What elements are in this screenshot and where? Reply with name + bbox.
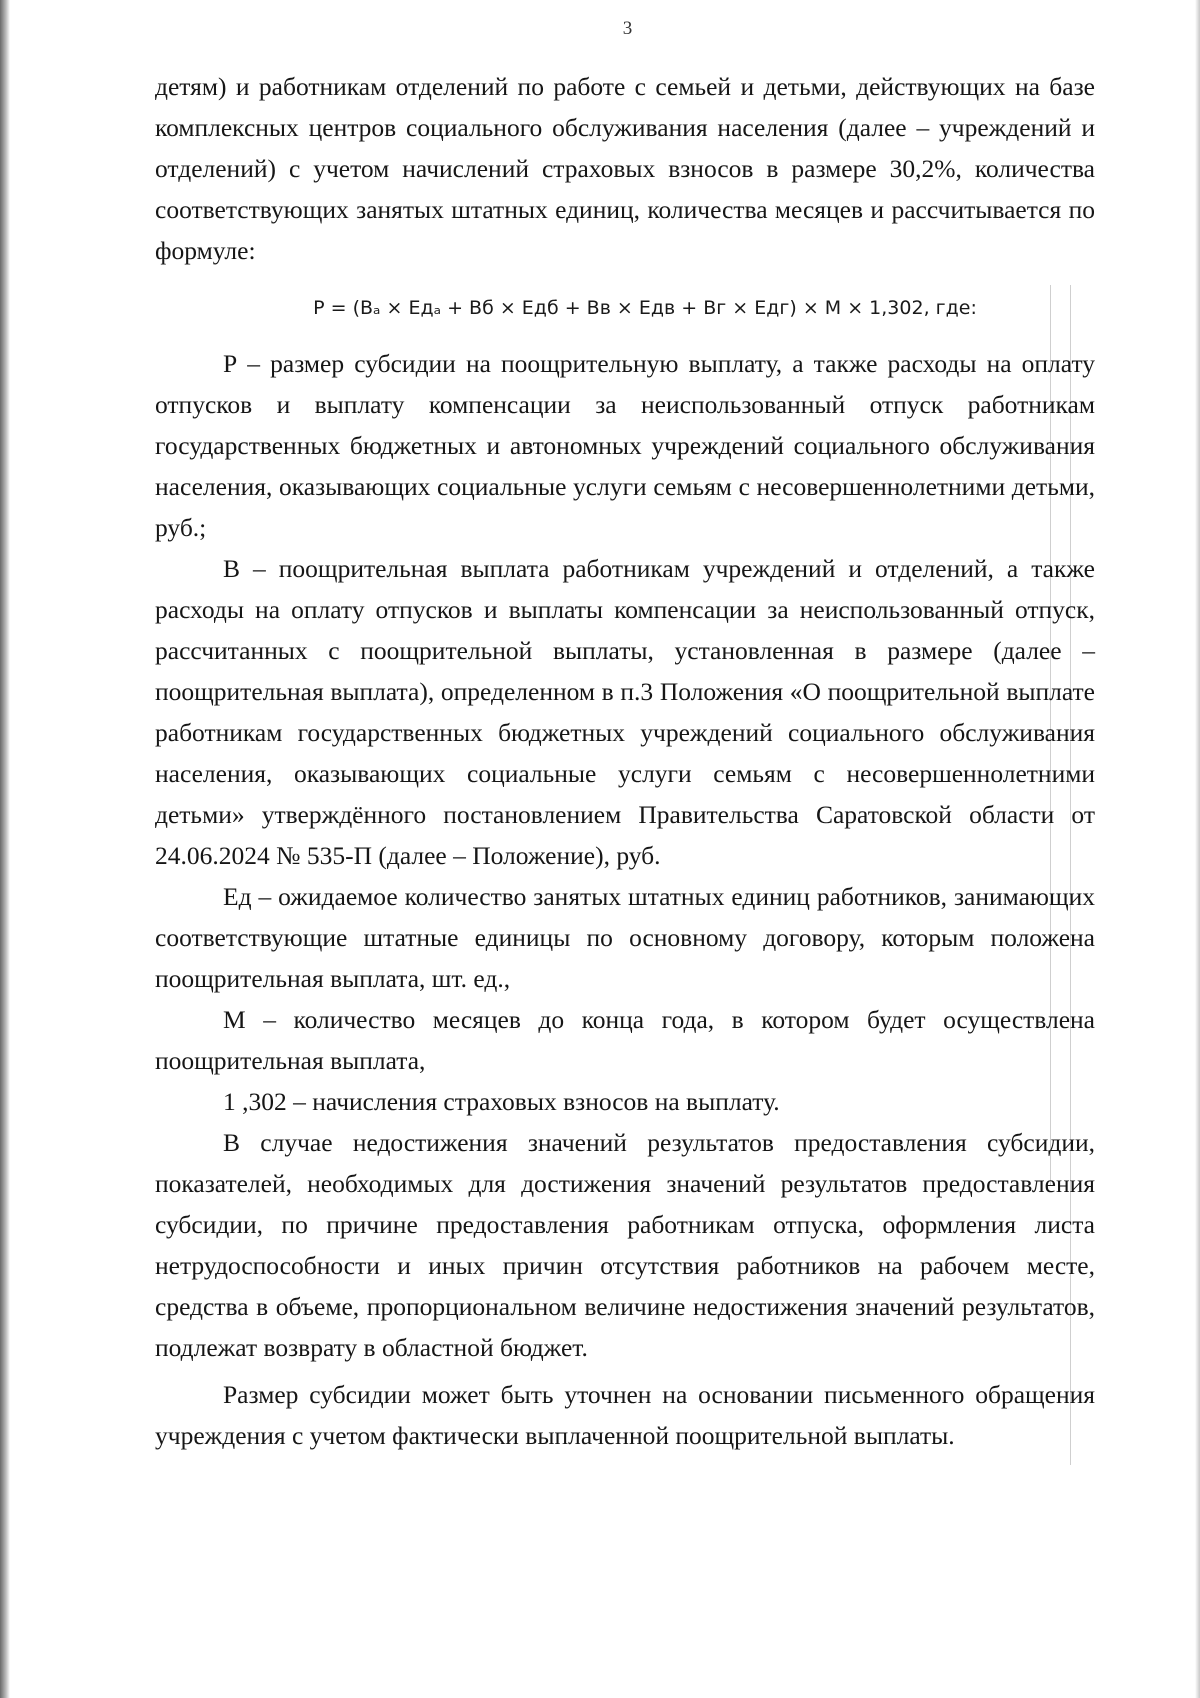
definition-coefficient: 1 ,302 – начисления страховых взносов на выплату. bbox=[223, 1087, 780, 1116]
intro-paragraph: детям) и работникам отделений по работе с семьей и детьми, действующих на базе комплексных центров социального обслуживания населения (далее – учреждений и отделений) с учетом начислений страховых взносов в размере 30,2%, количества соответствующих занятых штатных единиц, количества месяцев и рассчитывается по формуле: bbox=[155, 72, 1095, 265]
scan-edge-left bbox=[0, 0, 10, 1698]
clarification-paragraph: Размер субсидии может быть уточнен на основании письменного обращения учреждения с учетом фактически выплаченной поощрительной выплаты. bbox=[155, 1380, 1095, 1450]
definition-ed: Ед – ожидаемое количество занятых штатных единиц работников, занимающих соответствующие штатные единицы по основному договору, которым положена поощрительная выплата, шт. ед., bbox=[155, 882, 1095, 993]
definition-m: М – количество месяцев до конца года, в котором будет осуществлена поощрительная выплата, bbox=[155, 1005, 1095, 1075]
definition-v: В – поощрительная выплата работникам учреждений и отделений, а также расходы на оплату отпусков и выплаты компенсации за неиспользованный отпуск, рассчитанных с поощрительной выплаты, установленная в размере (далее – поощрительная выплата), определенном в п.3 Положения «О поощрительной выплате работникам государственных бюджетных учреждений социального обслуживания населения, оказывающих социальные услуги семьям с несовершеннолетними детьми» утверждённого постановлением Правительства Саратовской области от 24.06.2024 № 535-П (далее – Положение), руб. bbox=[155, 554, 1095, 870]
page-number: 3 bbox=[622, 18, 633, 39]
scan-edge-right bbox=[1195, 0, 1200, 1698]
subsidy-formula: P = (Bₐ × Едₐ + Bб × Едб + Bв × Едв + Bг × Едг) × M × 1,302, где: bbox=[313, 297, 977, 319]
document-page bbox=[155, 66, 1095, 1456]
refund-paragraph: В случае недостижения значений результатов предоставления субсидии, показателей, необходимых для достижения значений результатов предоставления субсидии, по причине предоставления работникам отпуска, оформления листа нетрудоспособности и иных причин отсутствия работников на рабочем месте, средства в объеме, пропорциональном величине недостижения значений результатов, подлежат возврату в областной бюджет. bbox=[155, 1128, 1095, 1362]
definition-p: Р – размер субсидии на поощрительную выплату, а также расходы на оплату отпусков и выплату компенсации за неиспользованный отпуск работникам государственных бюджетных и автономных учреждений социального обслуживания населения, оказывающих социальные услуги семьям с несовершеннолетними детьми, руб.; bbox=[155, 349, 1095, 542]
